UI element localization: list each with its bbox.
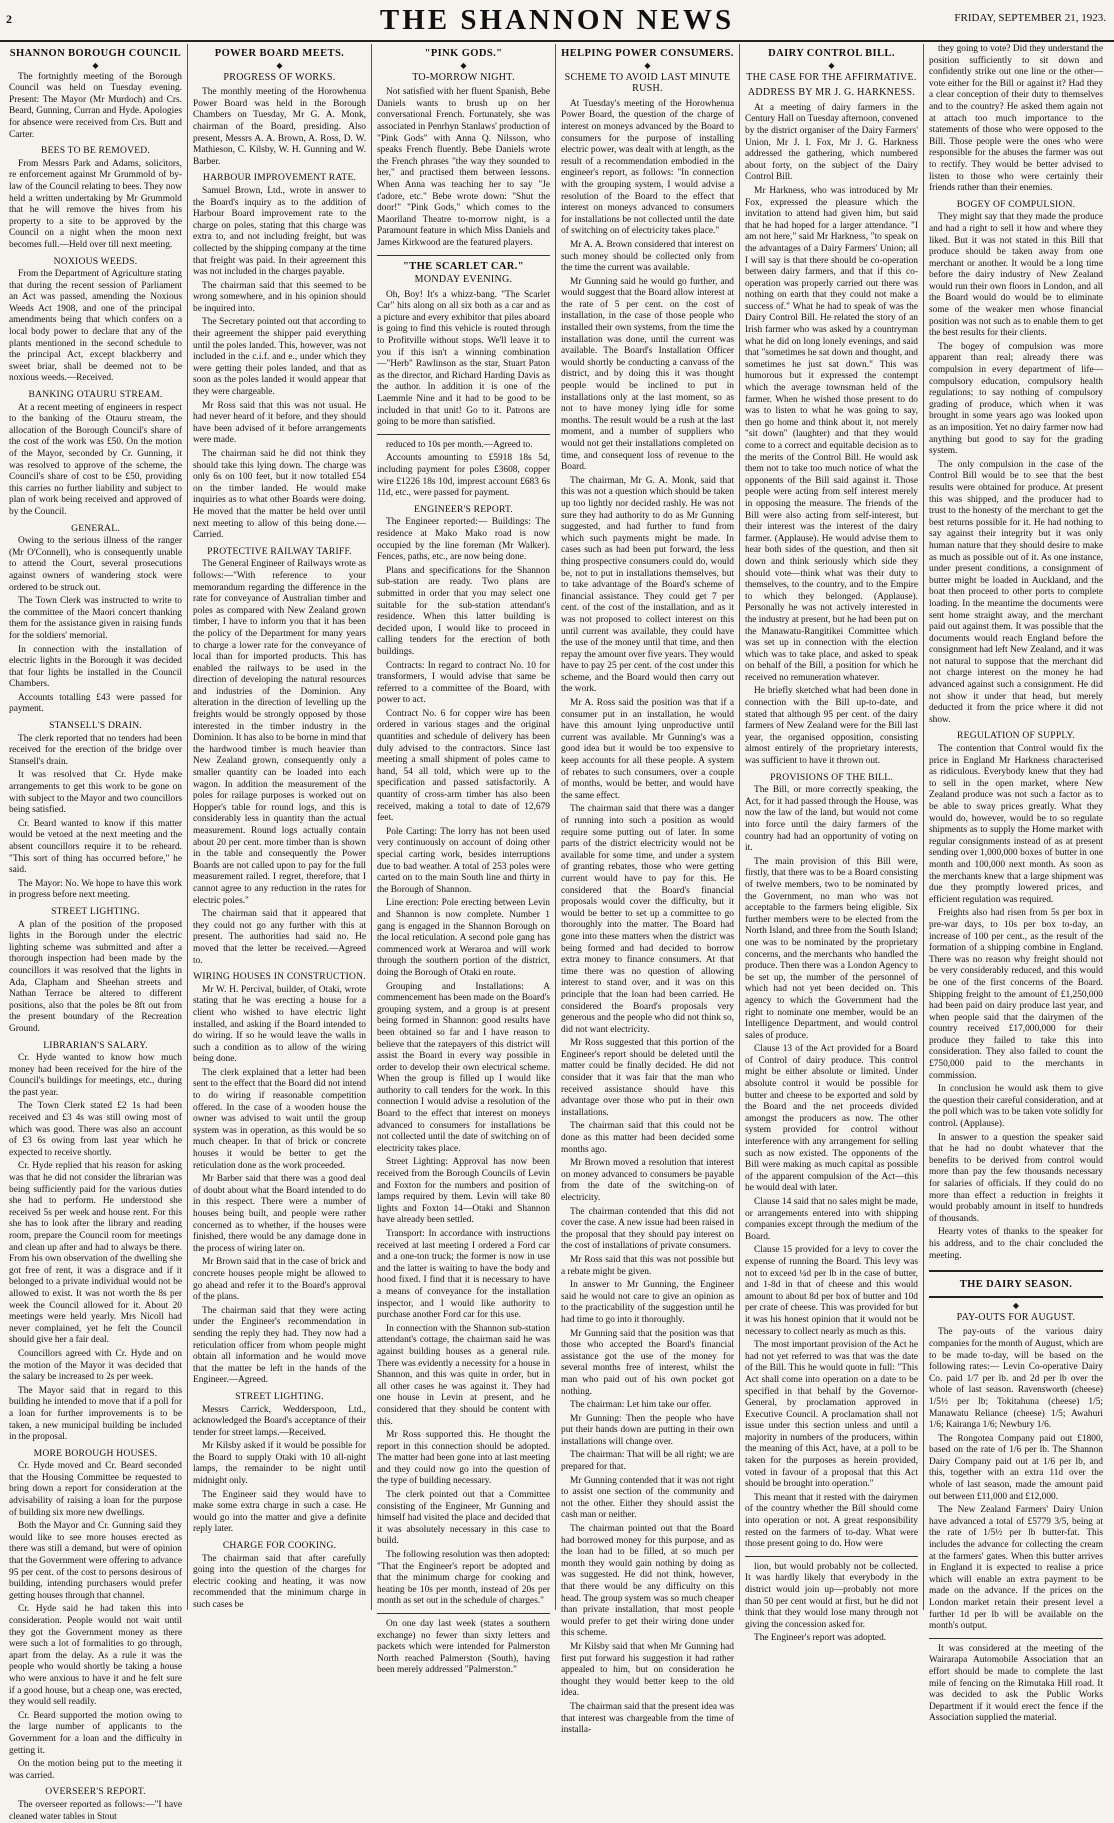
paragraph: Cr. Hyde moved and Cr. Beard seconded that the Housing Committee be requested to bring down a report for consideration at the advisability of raising a loan for the purpose of building six more new dwellings. <box>9 1461 182 1518</box>
paragraph: The monthly meeting of the Horowhenua Power Board was held in the Borough Chambers on Tuesday, Mr G. A. Monk, chairman of the Board, presiding. Also present, Messrs A. A. Brown, A. Ross, D. W. Mathieson, C. Kilsby, W. H. Gunning and W. Barber. <box>193 87 366 167</box>
paragraph: Contracts: In regard to contract No. 10 for transformers, I would advise that same be referred to a committee of the Board, with power to act. <box>377 660 550 706</box>
section-heading: MORE BOROUGH HOUSES. <box>33 1447 158 1459</box>
paragraph: Oh, Boy! It's a whizz-bang. "The Scarlet Car" hits along on all six both as a car and as a picture and every exhibitor that piles aboard is going to find this vehicle is routed through to Profitville without stops. We'll leave it to you if this isn't a winning combination—"Herb" Rawlinson as the star, Stuart Paton as the director, and Richard Harding Davis as the author. In addition it is one of the Laemmle Nine and it had to be good to be included in that unit! Go to it. Patrons are going to be more than satisfied. <box>377 289 550 428</box>
paragraph: The chairman contended that this did not cover the case. A new issue had been raised in the proposal that they should pay interest on the cost of installations of private consumers. <box>561 1206 734 1252</box>
column-5 <box>740 44 924 1644</box>
paragraph: It was resolved that Cr. Hyde make arrangements to get this work to be gone on with subject to the Mayor and two councillors being satisfied. <box>9 770 182 816</box>
paragraph: The bogey of compulsion was more apparent than real; already there was compulsion in every department of life—compulsory education, compulsory health regulations; to say nothing of compulsory grading of produce, which when it was brought in some years ago was looked upon as an imposition. Yet no dairy farmer now had anything but good to say for the grading system. <box>929 341 1103 457</box>
paragraph: They might say that they made the produce and had a right to sell it how and where they liked. But it was not stated in this Bill that produce should be taken away from one merchant or another. It would be a long time before the dairy industry of New Zealand would run their own floors in London, and all the Board would do would be to eliminate some of the weaker men whose financial position was not such as to enable them to get the best results for their clients. <box>929 212 1103 339</box>
paragraph: The Engineer said they would have to make some extra charge in such a case. He would go into the matter and give a definite reply later. <box>193 1489 366 1535</box>
paragraph: Not satisfied with her fluent Spanish, Bebe Daniels wants to brush up on her conversational French. Fortunately, she was associated in Penrhyn Stanlaws' production of "Pink Gods" with Anna Q. Nilsson, who speaks French fluently. Bebe Daniels wrote the French phrases "the way they sounded to her," and practised them between lessons. When Anna was teaching her to say "Je t'adore, etc." Bebe wrote down: "Shut the door!" "Pink Gods," which comes to the Maoriland Theatre to-morrow night, is a Paramount feature in which Miss Daniels and James Kirkwood are the featured players. <box>377 87 550 248</box>
article-heading: "PINK GODS." <box>424 48 503 59</box>
paragraph: The chairman, Mr G. A. Monk, said that this was not a question which should be taken up too lightly nor decided rashly. He was not sure they had authority to do as Mr Gunning suggested, and had further to fund from which such payments might be made. In cases such as had been put forward, the less thing prospective consumers could do, would be, not to put in installations themselves, but to take advantage of the Board's scheme of financial assistance. They could get 7 per cent. of the cost of the installation, and as it was not proposed to collect interest on this until current was available, they could have the use of the money until that time, and then repay the amount over five years. They would have to pay 25 per cent. of the cost under this scheme, and the Board would then carry out the work. <box>561 475 734 695</box>
paragraph: The main provision of this Bill were, firstly, that there was to be a Board consisting of twelve members, two to be nominated by the Government, no man who was not acceptable to the farmers being eligible. Six further members were to be elected from the North Island, and three from the South Island; one was to be nominated by the proprietary concerns, and the merchants who handled the produce. Then there was a London Agency to be set up, the number of the personnel of which had not yet been decided on. This agency to which the Government had the right to nominate one member, would be an Intelligence Department, and would control sales of produce. <box>745 856 918 1041</box>
diamond-ornament: ◆ <box>828 60 835 70</box>
paragraph: The Mayor said that in regard to this building he intended to move that if a poll for a loan for further improvements is to be taken, a new municipal building be included in the proposal. <box>9 1385 182 1443</box>
paragraph: Hearty votes of thanks to the speaker for his address, and to the chair concluded the meeting. <box>929 1227 1103 1261</box>
paragraph: Pole Carting: The lorry has not been used very continuously on account of doing other special carting work, besides interruptions due to bad weather. A total of 253 poles were carted on to the main South line and thirty in the Borough of Shannon. <box>377 826 550 895</box>
paragraph: Street Lighting: Approval has now been received from the Borough Councils of Levin and Foxton for the numbers and position of lamps required by them. Levin will take 80 lights and Foxton 14—Otaki and Shannon have already been settled. <box>377 1157 550 1226</box>
newspaper-title: THE SHANNON NEWS <box>379 4 735 36</box>
article-subheading: PROGRESS OF WORKS. <box>223 71 336 83</box>
paragraph: Contract No. 6 for copper wire has been ordered in various stages and the original quantities and schedule of delivery has been duly advised to the contractors. Since last meeting a small shipment of poles came to hand, 54 all told, which were up to the specification and passed satisfactorily. A quantity of cross-arm timber has also been received, making a total to date of 12,679 feet. <box>377 708 550 824</box>
section-heading: OVERSEER'S REPORT. <box>45 1786 146 1798</box>
paragraph: The clerk explained that a letter had been sent to the effect that the Board did not intend to do wiring if reasonable competition offered. In the case of a wooden house the owner was advised to wait until the group system was in operation, as this would be so much cheaper. In that of brick or concrete houses it would be better to get the reticulation done as the work proceeded. <box>193 1067 366 1171</box>
paragraph: The Mayor: No. We hope to have this work in progress before next meeting. <box>9 878 182 901</box>
paragraph: The Engineer's report was adopted. <box>754 1633 887 1644</box>
article-subheading: PAY-OUTS FOR AUGUST. <box>956 1311 1076 1323</box>
paragraph: The clerk reported that no tenders had been received for the erection of the bridge over Stansell's drain. <box>9 733 182 767</box>
paragraph: Cr. Beard wanted to know if this matter would be vetoed at the next meeting and the absent councillors require it to be reheard. "This sort of thing has occurred before," he said. <box>9 818 182 876</box>
paragraph: From the Department of Agriculture stating that during the recent session of Parliament an Act was passed, amending the Noxious Weeds Act 1908, and one of the principal amendments being that which confers on a local body power to declare that any of the plants mentioned in the second schedule to the principal Act, except blackberry and sweet briar, shall be deemed not to be noxious weeds.—Received. <box>9 269 182 384</box>
paragraph: Mr Gunning contended that it was not right to assist one section of the community and not the other. Either they should assist the cash man or neither. <box>561 1475 734 1521</box>
paragraph: they going to vote? Did they understand the position sufficiently to sit down and confidently strike out one line or the other—vote either for the Bill or against it? Had they a clear conception of their duty to themselves and to the country? He asked them again not at attach too much importance to the statements of those who were opposed to the Bill. Those people were the ones who were responsible for the abuses the farmer was out to rectify. They would be better advised to listen to those who were certainly their friends rather than their enemies. <box>929 44 1103 194</box>
paragraph: Accounts amounting to £5918 18s 5d, including payment for poles £3608, copper wire £1226 18s 10d, imprest account £683 6s 11d, etc., were passed for payment. <box>377 453 550 499</box>
paragraph: Mr Ross supported this. He thought the report in this connection should be adopted. The matter had been gone into at last meeting and they could now go into the question of the type of building necessary. <box>377 1430 550 1487</box>
paragraph: Mr Gunning: Then the people who have put their hands down are putting in their own installations will change over. <box>561 1413 734 1447</box>
paragraph: The General Engineer of Railways wrote as follows:—"With reference to your memorandum regarding the difference in the rate for conveyance of Australian timber and poles as compared with New Zealand grown timber, I have to inform you that it has been the policy of the Department for many years to charge a lower rate for the conveyance of local than for imported products. This has enabled the railways to be used in the direction of developing the natural resources and industries of the Dominion. Any alteration in the direction of levelling up the freights would be strongly opposed by those interested in the timber industry in the Dominion. It has also to be borne in mind that the hardwood timber is much heavier than New Zealand grown, consequently only a smaller quantity can be loaded into each wagon. In addition the measurement of the poles for railage purposes is worked out on Hopper's table for round logs, and this is considerably less in quantity than the actual measurement. Round logs actually contain about 20 per cent. more timber than is shown in the table and consequently the Power Boards are not called upon to pay for the full measurement railed. I regret, therefore, that I cannot agree to any reduction in the rates for electric poles." <box>193 559 366 906</box>
paragraph: The fortnightly meeting of the Borough Council was held on Tuesday evening. Present: The Mayor (Mr Murdoch) and Crs. Beard, Gunning, Curran and Hyde. Apologies for absence were received from Crs. Butt and Carter. <box>9 71 182 140</box>
paragraph: Transport: In accordance with instructions received at last meeting I ordered a Ford car and a one-ton truck; the former is now in use and the latter is waiting to have the body and hood fixed. I find that it is necessary to have a means of conveyance for the installation inspector, and I would like authority to purchase another Ford car for this use. <box>377 1229 550 1321</box>
section-heading: LIBRARIAN'S SALARY. <box>43 1039 148 1051</box>
paragraph: The chairman pointed out that the Board had borrowed money for this purpose, and as the loan had to be filled, at so much per month they would gain nothing by doing as was suggested. He did not think, however, that there would be any difficulty on this head. The group system was so much cheaper than private installation, that most people would prefer to get their wiring done under this scheme. <box>561 1524 734 1639</box>
article-subheading: THE CASE FOR THE AFFIRMATIVE. <box>746 71 917 83</box>
article-subheading: TO-MORROW NIGHT. <box>412 71 515 83</box>
paragraph: Mr Ross suggested that this portion of the Engineer's report should be deleted until the matter could be finally decided. He did not consider that it was fair that the man who received assistance should have this advantage over those who put in their own installations. <box>561 1038 734 1118</box>
paragraph: Mr Brown moved a resolution that interest on money advanced to consumers be payable from the date of the switching-on of electricity. <box>561 1158 734 1203</box>
paragraph: The chairman said that they were acting under the Engineer's recommendation in sending the reply they had. They now had a reticulation officer from whom people might obtain all information and he would move that the matter be left in the hands of the Engineer.—Agreed. <box>193 1305 366 1386</box>
paragraph: Cr. Hyde wanted to know how much money had been received for the hire of the Council's buildings for meetings, etc., during the past year. <box>9 1053 182 1098</box>
section-heading: STREET LIGHTING. <box>235 1390 324 1402</box>
paragraph: In answer to Mr Gunning, the Engineer said he would not care to give an opinion as to the practicability of the suggestion until he had time to go into it thoroughly. <box>561 1280 734 1325</box>
paragraph: Mr Gunning said that the position was that those who accepted the Board's financial assistance got the use of the money for several months free of interest, whilst the man who paid out of his own pocket got nothing. <box>561 1328 734 1397</box>
paragraph: Cr. Beard supported the motion owing to the large number of applicants to the Government for a loan and the difficulty in getting it. <box>9 1710 182 1756</box>
paragraph: Line erection: Pole erecting between Levin and Shannon is now complete. Number 1 gang is engaged in the Shannon Borough on the local reticulation. A second pole gang has commenced work at Weraroa and will work through the southern portion of the district, doing the Borough of Otaki en route. <box>377 898 550 978</box>
section-heading: STREET LIGHTING. <box>51 905 140 917</box>
paragraph: Mr Barber said that there was a good deal of doubt about what the Board intended to do in this respect. There were a number of houses being built, and people were rather concerned as to whether, if the houses were finished, there would be any damage done in the process of wiring later on. <box>193 1174 366 1254</box>
paragraph: The only compulsion in the case of the Control Bill would be to see that the best results were obtained for produce. At present this was shipped, and the producer had to trust to the honesty of the merchant to get the best returns possible for it. He had nothing to say against their integrity but it was only human nature that they should desire to make as much as possible out of it. As one instance, under present conditions, a consignment of butter might be loaded in Auckland, and the boat then proceed to other ports to complete loading. In the meantime the documents were sent home straight away, and the merchant paid out against them. It was possible that the documents would reach England before the consignment had left New Zealand, and it was not natural to suppose that the merchant did not charge interest on the money he had advanced against such a consignment. He did not show it under that head, but merely deducted it from the price where it did not show. <box>929 459 1103 725</box>
paragraph: Mr Kilsby asked if it would be possible for the Board to supply Otaki with 10 all-night lamps, the remainder to be night until midnight only. <box>193 1441 366 1487</box>
paragraph: The Town Clerk was instructed to write to the committee of the Maori concert thanking them for the assistance given in raising funds for the soldiers' memorial. <box>9 596 182 641</box>
diamond-ornament: ◆ <box>460 60 467 70</box>
paragraph: The overseer reported as follows:—"I have cleaned water tables in Stout <box>9 1799 182 1822</box>
paragraph: The Rongotea Company paid out £1800, based on the rate of 1/6 per lb. The Shannon Dairy Company paid out at 1/6 per lb, and this, together with an extra 11d over the whole of last season, made the amount paid out between £11,000 and £12,000. <box>929 1433 1103 1502</box>
paragraph: The chairman said that after carefully going into the question of the charges for electric cooking and heating, it was now recommended that the minimum charge in such cases be <box>193 1553 366 1610</box>
paragraph: The Town Clerk stated £2 1s had been received and £3 4s was still owing most of which was good. There was also an account of £3 6s owing from last year which he expected to receive shortly. <box>9 1101 182 1158</box>
column-2 <box>188 44 372 1610</box>
paragraph: The chairman said that this could not be done as this matter had been decided some months ago. <box>561 1121 734 1155</box>
paragraph: Freights also had risen from 5s per box in pre-war days, to 10s per box to-day, an increase of 100 per cent., as the result of the formation of a shipping combine in England. There was no reason why freight should not be very considerably reduced, and this would be one of the first concerns of the Board. Shipping freight to the amount of £1,250,000 had been paid on dairy produce last year, and when people said that the dairymen of the country received £17,000,000 for their produce they failed to take this into consideration. They also failed to count the £750,000 paid to the merchants in commission. <box>929 908 1103 1081</box>
diamond-ornament: ◆ <box>1012 1300 1020 1310</box>
paragraph: At a meeting of dairy farmers in the Century Hall on Tuesday afternoon, convened by the district organiser of the Dairy Farmers' Union, Mr J. I. Fox, Mr J. G. Harkness addressed the gathering, which numbered about forty, on the subject of the Dairy Control Bill. <box>745 102 918 183</box>
paragraph: lion, but would probably not be collected. It was hardly likely that everybody in the district would join up—probably not more than 50 per cent would at first, but he did not think that they would lose many through not giving the concession asked for. <box>745 1561 918 1630</box>
divider <box>377 255 550 256</box>
paragraph: At Tuesday's meeting of the Horowhenua Power Board, the question of the charge of interest on moneys advanced by the Board to consumers for the purpose of installing electric power, was dealt with at length, as the result of a recommendation embodied in the engineer's report, as follows: "In connection with the grouping system, I would advise a resolution of the Board to the effect that interest on moneys advanced to consumers for installations be not collected until the date of switching on of electricity takes place." <box>561 98 734 237</box>
paragraph: A plan of the position of the proposed lights in the Borough under the electric lighting scheme was submitted and after a thorough inspection had been made by the councillors it was resolved that the lights in Ada, Clapham and Sheehan streets and Nathan Terrace be altered to different positions, also that the poles be 8ft out from the present boundary of the Recreation Ground. <box>9 919 182 1034</box>
masthead <box>0 0 1114 42</box>
paragraph: The chairman said that the present idea was that interest was chargeable from the time of installa- <box>561 1701 734 1736</box>
paragraph: Mr A. Ross said the position was that if a consumer put in an installation, he would have this amount lying unproductive until current was available. Mr Gunning's was a good idea but it would be too expensive to keep accounts for all these people. A system of rebates to such consumers, over a couple of months, would be better, and would have the same effect. <box>561 698 734 801</box>
column-4 <box>556 44 740 1736</box>
paragraph: From Messrs Park and Adams, solicitors, re enforcement against Mr Grummold of by-law of the Council relating to bees. They now held a written undertaking by Mr Grummold that he will remove the hives from his property to a site to be approved by the Council on a night when the moon next becomes full.—Held over till next meeting. <box>9 158 182 250</box>
section-heading: PROVISIONS OF THE BILL. <box>770 771 893 783</box>
paragraph: Samuel Brown, Ltd., wrote in answer to the Board's inquiry as to the addition of Harbour Board improvement rate to the charge on poles, stating that this charge was extra to, and not including freight, but was collected by the shipping company at the time that freight was paid. In their agreement this was not included in the charges payable. <box>193 185 366 278</box>
paragraph: Mr Harkness, who was introduced by Mr Fox, expressed the pleasure which the invitation to attend had given him, but said that he had hoped for a larger attendance. "I am not here," said Mr Harkness, "to speak on the advantages of a Dairy Farmers' Union; all I will say is that there should be co-operation between dairy farmers, and that if this co-operation was properly carried out there was nothing on earth that they could not make a success of." What he had to speak of was the Dairy Control Bill. He related the story of an Irish farmer who was asked by a countryman what he did on long lonely evenings, and said that "sometimes he sat down and thought, and sometimes he just sat down." This was humorous but it expressed the contempt which the average townsman held of the farmer. When he wished those present to do was to listen to what he was going to say, then go home and think about it, not merely "sit down" (laughter) and that they would come to a correct and equitable decision as to the merits of the Control Bill. He would ask them not to take too much notice of what the opponents of the Bill said against it. Those people were acting from self interest merely in opposing the measure. The friends of the Bill were also acting from self-interest, but their interest was the interest of the dairy farmer. (Applause). He would advise them to hear both sides of the question, and then sit down and think seriously which side they should vote—think what was their duty to themselves, to the country, and to the Empire to which they belonged. (Applause). Personally he was not actively interested in the industry at present, but he had been put on the Manawatu-Rangitikei Committee which was set up in connection with the election which was to take place, and asked to speak on behalf of the Bill, a position for which he received no remuneration whatever. <box>745 185 918 683</box>
paragraph: The chairman said that there was a danger of running into such a position as would require some putting out of later. In some parts of the district electricity would not be available for some time, and under a system of granting rebates, those who were getting current would have to pay for this. He considered that the Board's financial proposals would cover the difficulty, but it would be better to set up a committee to go thoroughly into the matter. The Board had gone into these matters when the district was being formed and had decided to borrow extra money to finance consumers. At that time there was no question of allowing interest to stand over, and it was on this principle that the loan had been carried. He considered the Board's proposals very generous and the people who did not think so, did not want electricity. <box>561 804 734 1035</box>
section-heading: BOGEY OF COMPULSION. <box>956 198 1076 210</box>
paragraph: Mr Gunning said he would go further, and would suggest that the Board allow interest at the rate of 5 per cent. on the cost of installation, in the case of those people who installed their own systems, from the time the installation was done, until the current was available. The Board's Installation Officer would shortly be conducting a canvass of the district, and by doing this it was thought people would be inclined to put in installations only at the last moment, so as not to have money lying idle for some months. The result would be a rush at the last moment, and a number of suppliers who would not get their installations completed on time, and consequent loss of revenue to the Board. <box>561 276 734 473</box>
paragraph: He briefly sketched what had been done in connection with the Bill up-to-date, and stated that although 95 per cent. of the dairy farmers of New Zealand were for the Bill last year, the organised opposition, consisting almost entirely of the proprietary interests, was sufficient to have it thrown out. <box>745 686 918 767</box>
paragraph: The Secretary pointed out that according to their agreement the shipper paid everything until the poles landed. This, however, was not included in the c.i.f. and e., under which they were getting their poles landed, and that as soon as the poles landed it would appear that they were chargeable. <box>193 317 366 398</box>
paragraph: In connection with the Shannon sub-station attendant's cottage, the chairman said he was against building houses as a general rule. There was evidently a necessity for a house in Shannon, and this was quite in order, but in all other cases he was against it. They had one house in Levin at present, and he considered that they should be content with this. <box>377 1323 550 1427</box>
page-number: 2 <box>6 12 12 26</box>
divider <box>745 1556 918 1557</box>
article-subheading: SCHEME TO AVOID LAST MINUTE RUSH. <box>564 71 731 95</box>
paragraph: Clause 13 of the Act provided for a Board of Control of dairy produce. This control might be either absolute or limited. Under absolute control it would be possible for butter and cheese to be exported and sold by the Board and the net proceeds divided amongst the producers as now. The other system provided for control without interference with any arrangement for selling such as now existed. The opponents of the Bill were making as much capital as possible of the apparent compulsion of the Act—this he would deal with later. <box>745 1044 918 1194</box>
column-3 <box>372 44 556 1676</box>
article-subheading: MONDAY EVENING. <box>414 274 513 286</box>
paragraph: Accounts totalling £43 were passed for payment. <box>9 692 182 715</box>
section-heading: BANKING OTAURU STREAM. <box>28 389 163 401</box>
paragraph: The chairman: That will be all right; we are prepared for that. <box>561 1450 734 1473</box>
section-heading: HARBOUR IMPROVEMENT RATE. <box>202 172 357 184</box>
paragraph: This meant that it rested with the dairymen of the country whether the Bill should come into operation or not. A great responsibility rested on the farmers of to-day. What were those present going to do. How were <box>745 1492 918 1550</box>
paragraph: Both the Mayor and Cr. Gunning said they would like to see more houses erected as there was still a demand, but were of opinion that the Government were offering to advance 95 per cent. of the cost to persons desirous of building, intending purchasers would prefer getting houses through that channel. <box>9 1521 182 1601</box>
paragraph: At a recent meeting of engineers in respect to the banking of the Otauru stream, the allocation of the Borough Council's share of the cost of the work was £50. On the motion of the Mayor, seconded by Cr. Gunning, it was resolved to approve of the scheme, the Council's share of cost to be £50, providing this carries no further liability and subject to plan of work being received and approved of by the Council. <box>9 402 182 517</box>
section-heading: GENERAL. <box>71 522 120 534</box>
article-subheading: ADDRESS BY MR J. G. HARKNESS. <box>747 87 916 99</box>
paragraph: Mr Ross said that this was not possible but a rebate might be given. <box>561 1254 734 1277</box>
paragraph: The chairman: Let him take our offer. <box>570 1400 712 1411</box>
section-heading: WIRING HOUSES IN CONSTRUCTION. <box>193 971 366 983</box>
paragraph: Owing to the serious illness of the ranger (Mr O'Connell), who is consequently unable to attend the Court, several prosecutions against owners of wandering stock were ordered to be struck out. <box>9 536 182 593</box>
issue-date: FRIDAY, SEPTEMBER 21, 1923. <box>954 12 1106 24</box>
section-heading: REGULATION OF SUPPLY. <box>957 730 1075 742</box>
section-heading: PROTECTIVE RAILWAY TARIFF. <box>207 545 352 557</box>
paragraph: The chairman said he did not think they should take this lying down. The charge was only 6s on 100 feet, but it now totalled £54 on the timber landed. He would make inquiries as to what other Boards were doing. He moved that the matter be held over until next meeting to allow of this being done.—Carried. <box>193 449 366 541</box>
article-heading: DAIRY CONTROL BILL. <box>768 48 895 59</box>
paragraph: Mr Kilsby said that when Mr Gunning had first put forward his suggestion it had rather appealed to him, but on consideration he thought they would better keep to the old idea. <box>561 1641 734 1699</box>
paragraph: Clause 15 provided for a levy to cover the expense of running the Board. This levy was not to exceed ¼d per lb in the case of butter, and 1-8d in that of cheese and this would amount to about 8d per box of butter and 10d per crate of cheese. This was provided for but it was his honest opinion that it would not be necessary to collect nearly as much as this. <box>745 1245 918 1337</box>
paragraph: On one day last week (states a southern exchange) no fewer than sixty letters and packets which were intended for Palmerston North reached Palmerston (South), having been merely addressed "Palmerston." <box>377 1619 550 1676</box>
section-heading: CHARGE FOR COOKING. <box>222 1540 337 1552</box>
paragraph: In conclusion he would ask them to give the question their careful consideration, and at the poll which was to be taken vote solidly for control. (Applause). <box>929 1084 1103 1130</box>
paragraph: The chairman said that this seemed to be wrong somewhere, and in his opinion should be inquired into. <box>193 280 366 314</box>
article-heading: "THE SCARLET CAR." <box>402 260 525 272</box>
paragraph: Mr Ross said that this was not usual. He had never heard of it before, and they should have been advised of it before arrangements were made. <box>193 400 366 446</box>
article-heading: HELPING POWER CONSUMERS. <box>561 48 734 59</box>
columns <box>4 44 1110 1822</box>
section-heading: BEES TO BE REMOVED. <box>41 145 150 157</box>
paragraph: Councillors agreed with Cr. Hyde and on the motion of the Mayor it was decided that the salary be increased to 2s per week. <box>9 1348 182 1383</box>
divider <box>377 434 550 435</box>
paragraph: It was considered at the meeting of the Wairarapa Automobile Association that an effort should be made to complete the last mile of fencing on the Rimutaka Hill road. It was decided to ask the Public Works Department if it would erect the fence if the Association supplied the material. <box>929 1643 1103 1724</box>
paragraph: The Engineer reported:— Buildings: The residence at Mako Mako road is now occupied by the line foreman (Mr Walker). Fences, paths, etc., are now being done. <box>377 517 550 563</box>
divider <box>929 1638 1103 1639</box>
paragraph: Cr. Hyde replied that his reason for asking was that he did not consider the librarian was being sufficiently paid for the various duties she had to perform. He understood she received 5s per week and house rent. For this she has to look after the library and reading room, prepare the Council room for meetings and clean up after and had to always be there. From his own observation of the dwelling she got free of rent, it was a disgrace and if it belonged to a private individual would not be allowed to exist. It was not worth the 8s per week the Council allowed for it. About 20 meetings were held yearly. Mrs Nicoll had never complained, yet he felt the Council should give her a fair deal. <box>9 1161 182 1346</box>
section-heading: ENGINEER'S REPORT. <box>414 503 513 515</box>
article-heading: SHANNON BOROUGH COUNCIL <box>9 48 182 59</box>
diamond-ornament: ◆ <box>644 60 651 70</box>
article-heading: THE DAIRY SEASON. <box>959 1279 1073 1291</box>
paragraph: Plans and specifications for the Shannon sub-station are ready. Two plans are submitted in order that you may select one suitable for the sub-station attendant's residence. When this latter building is decided upon, I would like to proceed in calling tenders for the erection of both buildings. <box>377 565 550 657</box>
paragraph: The following resolution was then adopted: "That the Engineer's report be adopted and that the minimum charge for cooking and heating be 10s per month, instead of 20s per month as set out in the schedule of charges." <box>377 1550 550 1607</box>
paragraph: Mr Brown said that in the case of brick and concrete houses people might be allowed to go ahead and refer it to the Board's approval of the plans. <box>193 1257 366 1303</box>
section-heading: NOXIOUS WEEDS. <box>53 255 138 267</box>
paragraph: Mr A. A. Brown considered that interest on such money should be collected only from the time the current was available. <box>561 239 734 274</box>
paragraph: The contention that Control would fix the price in England Mr Harkness characterised as ridiculous. Everybody knew that they had to sell in the open market, where New Zealand produce was not such a factor as to be able to sway prices greatly. What they would do, however, would be to so regulate shipments as to supply the Home market with regular consignments instead of as at present sending over 1,000,000 boxes of butter in one month and 100,000 next month. As soon as the merchants knew that a large shipment was due they promptly lowered prices, and efficient regulation was required. <box>929 744 1103 905</box>
diamond-ornament: ◆ <box>92 60 99 70</box>
paragraph: Cr. Hyde said he had taken this into consideration. People would not wait until they got the Government money as there were such a lot of formalities to go through, apart from the delay. As a rule it was the people who would shortly be taking a house who were anxious to have it and he felt sure if a good house, but a cheap one, was erected, they would sell readily. <box>9 1604 182 1708</box>
section-heading: STANSELL'S DRAIN. <box>49 720 142 732</box>
paragraph: The Bill, or more correctly speaking, the Act, for it had passed through the House, was now the law of the land, but would not come into force until the dairy farmers of the country had had an opportunity of voting on it. <box>745 785 918 854</box>
article-heading: POWER BOARD MEETS. <box>214 48 345 59</box>
divider <box>377 1613 550 1614</box>
paragraph: Clause 14 said that no sales might be made, or arrangements entered into with shipping companies except through the medium of the Board. <box>745 1197 918 1242</box>
paragraph: Mr W. H. Percival, builder, of Otaki, wrote stating that he was erecting a house for a client who wished to have electric light installed, and asking if the Board intended to do wiring. If so he would leave the walls in such a condition as to allow of the wiring being done. <box>193 984 366 1065</box>
paragraph: The clerk pointed out that a Committee consisting of the Engineer, Mr Gunning and himself had visited the place and decided that it was absolutely necessary in this case to build. <box>377 1490 550 1547</box>
column-1 <box>4 44 188 1822</box>
paragraph: In connection with the installation of electric lights in the Borough it was decided that four lights be installed in the Council Chambers. <box>9 644 182 690</box>
paragraph: Messrs Carrick, Wedderspoon, Ltd., acknowledged the Board's acceptance of their tender for street lamps.—Received. <box>193 1404 366 1438</box>
paragraph: The chairman said that it appeared that they could not go any further with this at present. The authorities had said no. He moved that the letter be received.—Agreed to. <box>193 909 366 966</box>
paragraph: reduced to 10s per month.—Agreed to. <box>386 439 533 450</box>
article-heading-box <box>929 1270 1103 1298</box>
paragraph: On the motion being put to the meeting it was carried. <box>9 1759 182 1781</box>
paragraph: The most important provision of the Act he had not yet referred to was that was the date of the Bill. This he would quote in full: "This Act shall come into operation on a date to be specified in that behalf by the Governor-General, by proclamation approved in Executive Council. A proclamation shall not issue under this section unless and until a majority in numbers of the producers, within the meaning of this Act, have, at a poll to be taken for the purposes as herein provided, voted in favour of a proposal that this Act should be brought into operation." <box>745 1340 918 1490</box>
paragraph: In answer to a question the speaker said that he had no doubt whatever that the benefits to be derived from control would more than pay the few thousands necessary for salaries of officials. If they could do no more than effect a reduction in freights it would probably amount in itself to hundreds of thousands. <box>929 1132 1103 1224</box>
paragraph: The pay-outs of the various dairy companies for the month of August, which are to be made to-day, will be based on the following rates:— Levin Co-operative Dairy Co. paid 1/7 per lb. and 2d per lb over the whole of last season. Ravensworth (cheese) 1/5½ per lb; Tokitahuna (cheese) 1/5; Manawatu Reliance (cheese) 1/5; Awahuri 1/6; Kairanga 1/6; Newbury 1/6. <box>929 1327 1103 1431</box>
paragraph: The New Zealand Farmers' Dairy Union have advanced a total of £5779 3/5, being at the rate of 1/5½ per lb butter-fat. This includes the advance for collecting the cream at the farmers' gates. When this butter arrives in England it is expected to realise a price which will enable an extra payment to be made on the advance. If the prices on the London market retain their present level a further 1d per lb will be available on the month's output. <box>929 1505 1103 1632</box>
paragraph: Grouping and Installations: A commencement has been made on the Board's grouping system, and a group is at present being formed in Shannon: good results have been obtained so far and I have reason to believe that the ratepayers of this district will assist the Board in every way possible in order to develop their own electrical scheme. When the group is filled up I would like authority to call tenders for the work. In this connection I would advise a resolution of the Board to the effect that interest on moneys advanced to consumers for installations be not collected until the date of switching on of electricity takes place. <box>377 981 550 1154</box>
column-6 <box>924 44 1108 1724</box>
diamond-ornament: ◆ <box>276 60 283 70</box>
